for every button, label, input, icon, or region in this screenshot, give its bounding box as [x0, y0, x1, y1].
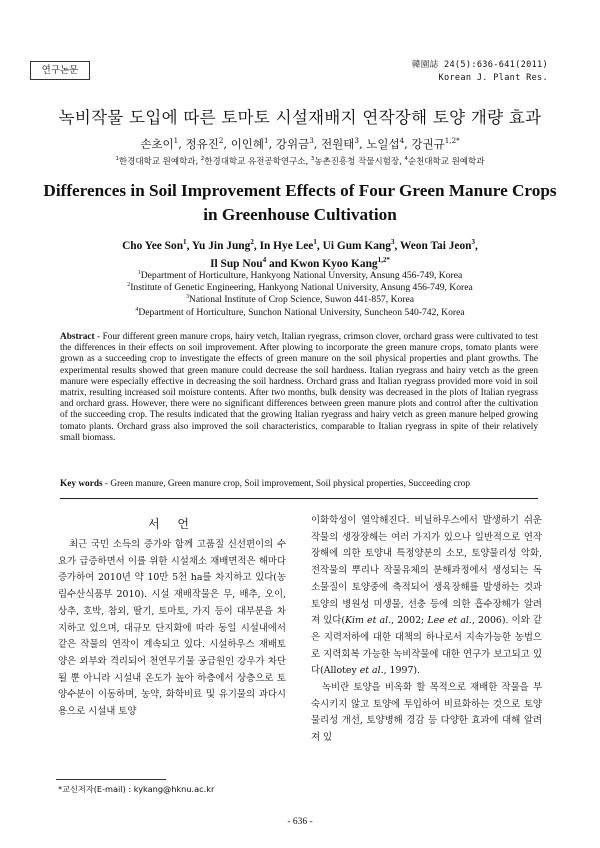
author-name: Cho Yee Son — [122, 240, 184, 252]
author-name: Weon Tai Jeon — [399, 240, 472, 252]
affiliation-mark: 4 — [135, 306, 139, 313]
affiliation-text: 한경대학교 유전공학연구소, — [204, 157, 311, 167]
text-run: , 1997). — [383, 665, 421, 677]
footnote-divider — [56, 779, 166, 780]
korean-affiliations — [0, 155, 600, 167]
author-affiliation-mark: 1,2* — [377, 256, 390, 265]
keywords-label: Key words — [60, 479, 103, 489]
keywords — [60, 478, 538, 490]
author-affiliation-mark: 1 — [173, 136, 179, 146]
english-affiliations — [0, 270, 600, 319]
keywords-text: - Green manure, Green manure crop, Soil improvement, Soil physical properties, Succeeding crop — [102, 479, 470, 489]
author-name: 전원태 — [321, 137, 355, 151]
author-affiliation-mark: 3 — [471, 238, 476, 247]
author-name: Il Sup Nou — [210, 258, 263, 270]
affiliation-line — [0, 307, 600, 319]
affiliation-mark: 1 — [137, 269, 141, 276]
affiliation-mark: 1 — [115, 156, 119, 163]
abstract-text: - Four different green manure crops, hairy vetch, Italian ryegrass, crimson clover, orchard grass were cultivated to test the differences in their effects on soil improvement. After plowing to incorporate the green manure crops, tomato plants were grown as a succeeding crop to investigate the effects of green manure on the soil physical properties and plant growths. The experimental results showed that green manure could decrease the soil hardness. Italian ryegrass and hairy vetch as the green manure were especially effective in decreasing the soil hardness. Orchard grass and Italian ryegrass provided more void in soil matrix, resulting increased soil moisture contents. After two months, bulk density was decreased in the plots of Italian ryegrass and orchard grass. However, there were no significant differences between green manure plots and control after the cultivation of the succeeding crop. The results indicated that the growing Italian ryegrass and hairy vetch as green manure helped growing tomato plants. Orchard grass also improved the soil characteristics, comparable to Italian ryegrass in spite of their relatively small biomass. — [60, 332, 538, 443]
affiliation-line — [0, 282, 600, 294]
affiliation-text: 한경대학교 원예학과, — [118, 157, 201, 167]
author-affiliation-mark: 2 — [250, 238, 254, 247]
korean-authors: 손초이$^1$, 정유진$^2$, 이인혜$^1$, 강위금$^3$, 전원태$^3$, 노일섭$^4$, 강권규$^{1,2*}$ — [140, 136, 460, 151]
author-affiliation-mark: 2 — [218, 136, 224, 146]
author-affiliation-mark: 1,2* — [444, 136, 460, 146]
text-run: , 2002; — [391, 615, 428, 627]
journal-name: Korean J. Plant Res. — [438, 73, 548, 83]
english-authors — [0, 237, 600, 273]
author-affiliation-mark: 3 — [354, 136, 359, 146]
affiliation-line — [0, 294, 600, 306]
english-authors-line1: Cho Yee Son$^1$, Yu Jin Jung$^2$, In Hye Lee$^1$, Ui Gum Kang$^3$, Weon Tai Jeon$^3$, — [122, 238, 478, 252]
page-number: - 636 - — [287, 817, 313, 827]
author-name: 노일섭 — [366, 137, 400, 151]
author-affiliation-mark: 3 — [390, 238, 395, 247]
author-affiliation-mark: 1 — [313, 238, 317, 247]
affiliation-text: Department of Horticulture, Hankyong National Unversity, Ansung 456-749, Korea — [140, 270, 463, 281]
affiliation-text: 순천대학교 원예학과 — [407, 157, 485, 167]
author-affiliation-mark: 1 — [264, 136, 269, 146]
affiliation-text: Institute of Genetic Engineering, Hankyong National University, Ansung 456-749, Korea — [130, 282, 473, 294]
section-divider — [60, 498, 538, 499]
affiliation-mark: 2 — [200, 156, 205, 163]
affiliation-text: Department of Horticulture, Sunchon National University, Suncheon 540-742, Korea — [138, 306, 465, 318]
section-heading-introduction: 서 언 — [148, 517, 196, 531]
abstract — [60, 332, 538, 444]
author-affiliation-mark: 4 — [399, 136, 405, 146]
citation: Lee et al. — [427, 615, 472, 627]
korean-title: 녹비작물 도입에 따른 토마토 시설재배지 연작장해 토양 개량 효과 — [58, 108, 542, 127]
journal-info — [412, 59, 548, 85]
intro-paragraph-1: 최근 국민 소득의 증가와 함께 고품질 신선편이의 수요가 급증하면서 이를 위한 시설채소 재배면적은 해마다 증가하여 2010년 약 10만 5천 ha를 차지하고 있다(농림수산식품부 2010). 시설 재배작물은 무, 배추, 오이, 상추, 호박, 참외, 딸기, 토마토, 가지 등이 대부분을 차지하고 있으며, 대규모 단지화에 따라 동일 시설내에서 같은 작물의 연작이 계속되고 있다. 시설하우스 재배토양은 외부와 격리되어 천연무기물 공급원인 강우가 차단될 뿐 아니라 시설내 온도가 높아 하층에서 상층으로 토양수분이 이동하며, 농약, 화학비료 및 유기물의 과다시용으로 시설내 토양 — [58, 539, 286, 718]
affiliation-line — [0, 270, 600, 282]
author-affiliation-mark: 4 — [262, 256, 267, 265]
intro-paragraph-2: 녹비란 토양을 비옥화 할 목적으로 재배한 작물을 부숙시키지 않고 토양에 투입하여 비료화하는 것으로 토양물리성 개선, 토양병해 경감 등 다양한 효과에 대해 알려져 있 — [311, 682, 542, 744]
author-name: Ui Gum Kang — [322, 240, 391, 252]
author-name: 강권규 — [411, 137, 445, 151]
body-column-right — [311, 513, 542, 747]
citation: Kim et al. — [344, 615, 392, 627]
affiliation-mark: 4 — [404, 156, 408, 163]
author-name: 강위금 — [275, 137, 310, 151]
text-run: , 2006). 이와 같은 지력저하에 대한 대책의 하나로서 지속가능한 농법으로 지력회복 가능한 녹비작물에 대한 연구가 보고되고 있다(Allotey — [311, 615, 542, 677]
author-affiliation-mark: 1 — [183, 238, 187, 247]
body-column-left — [58, 537, 286, 721]
author-name: Kwon Kyoo Kang — [290, 258, 378, 270]
english-title — [0, 179, 600, 227]
affiliation-mark: 3 — [185, 294, 189, 301]
affiliation-mark: 3 — [310, 156, 315, 163]
author-name: In Hye Lee — [259, 240, 314, 252]
author-name: 손초이 — [140, 137, 174, 151]
affiliation-text: National Institute of Crop Science, Suwon 441-857, Korea — [188, 294, 415, 306]
journal-citation: 韓園誌 24(5):636-641(2011) — [411, 60, 548, 70]
article-type-badge: 연구논문 — [30, 61, 90, 80]
author-name: 이인혜 — [230, 137, 265, 151]
abstract-label: Abstract — [60, 332, 95, 342]
author-affiliation-mark: 3 — [309, 136, 314, 146]
corresponding-author-footnote: *교신저자(E-mail) : kykang@hknu.ac.kr — [58, 784, 215, 794]
affiliation-text: 농촌진흥청 작물시험장, — [314, 157, 405, 167]
affiliation-mark: 2 — [127, 282, 131, 289]
author-name: Yu Jin Jung — [191, 240, 251, 252]
intro-paragraph-1-continued — [311, 513, 542, 680]
author-name: 정유진 — [185, 137, 219, 151]
english-title-line1: Differences in Soil Improvement Effects of Four Green Manure Crops — [43, 181, 557, 200]
english-title-line2: in Greenhouse Cultivation — [203, 205, 397, 224]
text-run: 이화학성이 열악해진다. 비닐하우스에서 발생하기 쉬운 작물의 생장장해는 여러 가지가 있으나 일반적으로 연작장해에 의한 토양내 특정양분의 소모, 토양물리성 악화, 전작물의 뿌리나 작물유체의 분해과정에서 생성되는 독소물질이 토양중에 축적되어 생육장해를 발생하는 것과 토양의 병원성 미생물, 선충 등에 의한 흡수장해가 알려져 있다( — [311, 515, 542, 627]
citation: et al. — [359, 665, 384, 677]
author-connector: and — [269, 258, 288, 270]
